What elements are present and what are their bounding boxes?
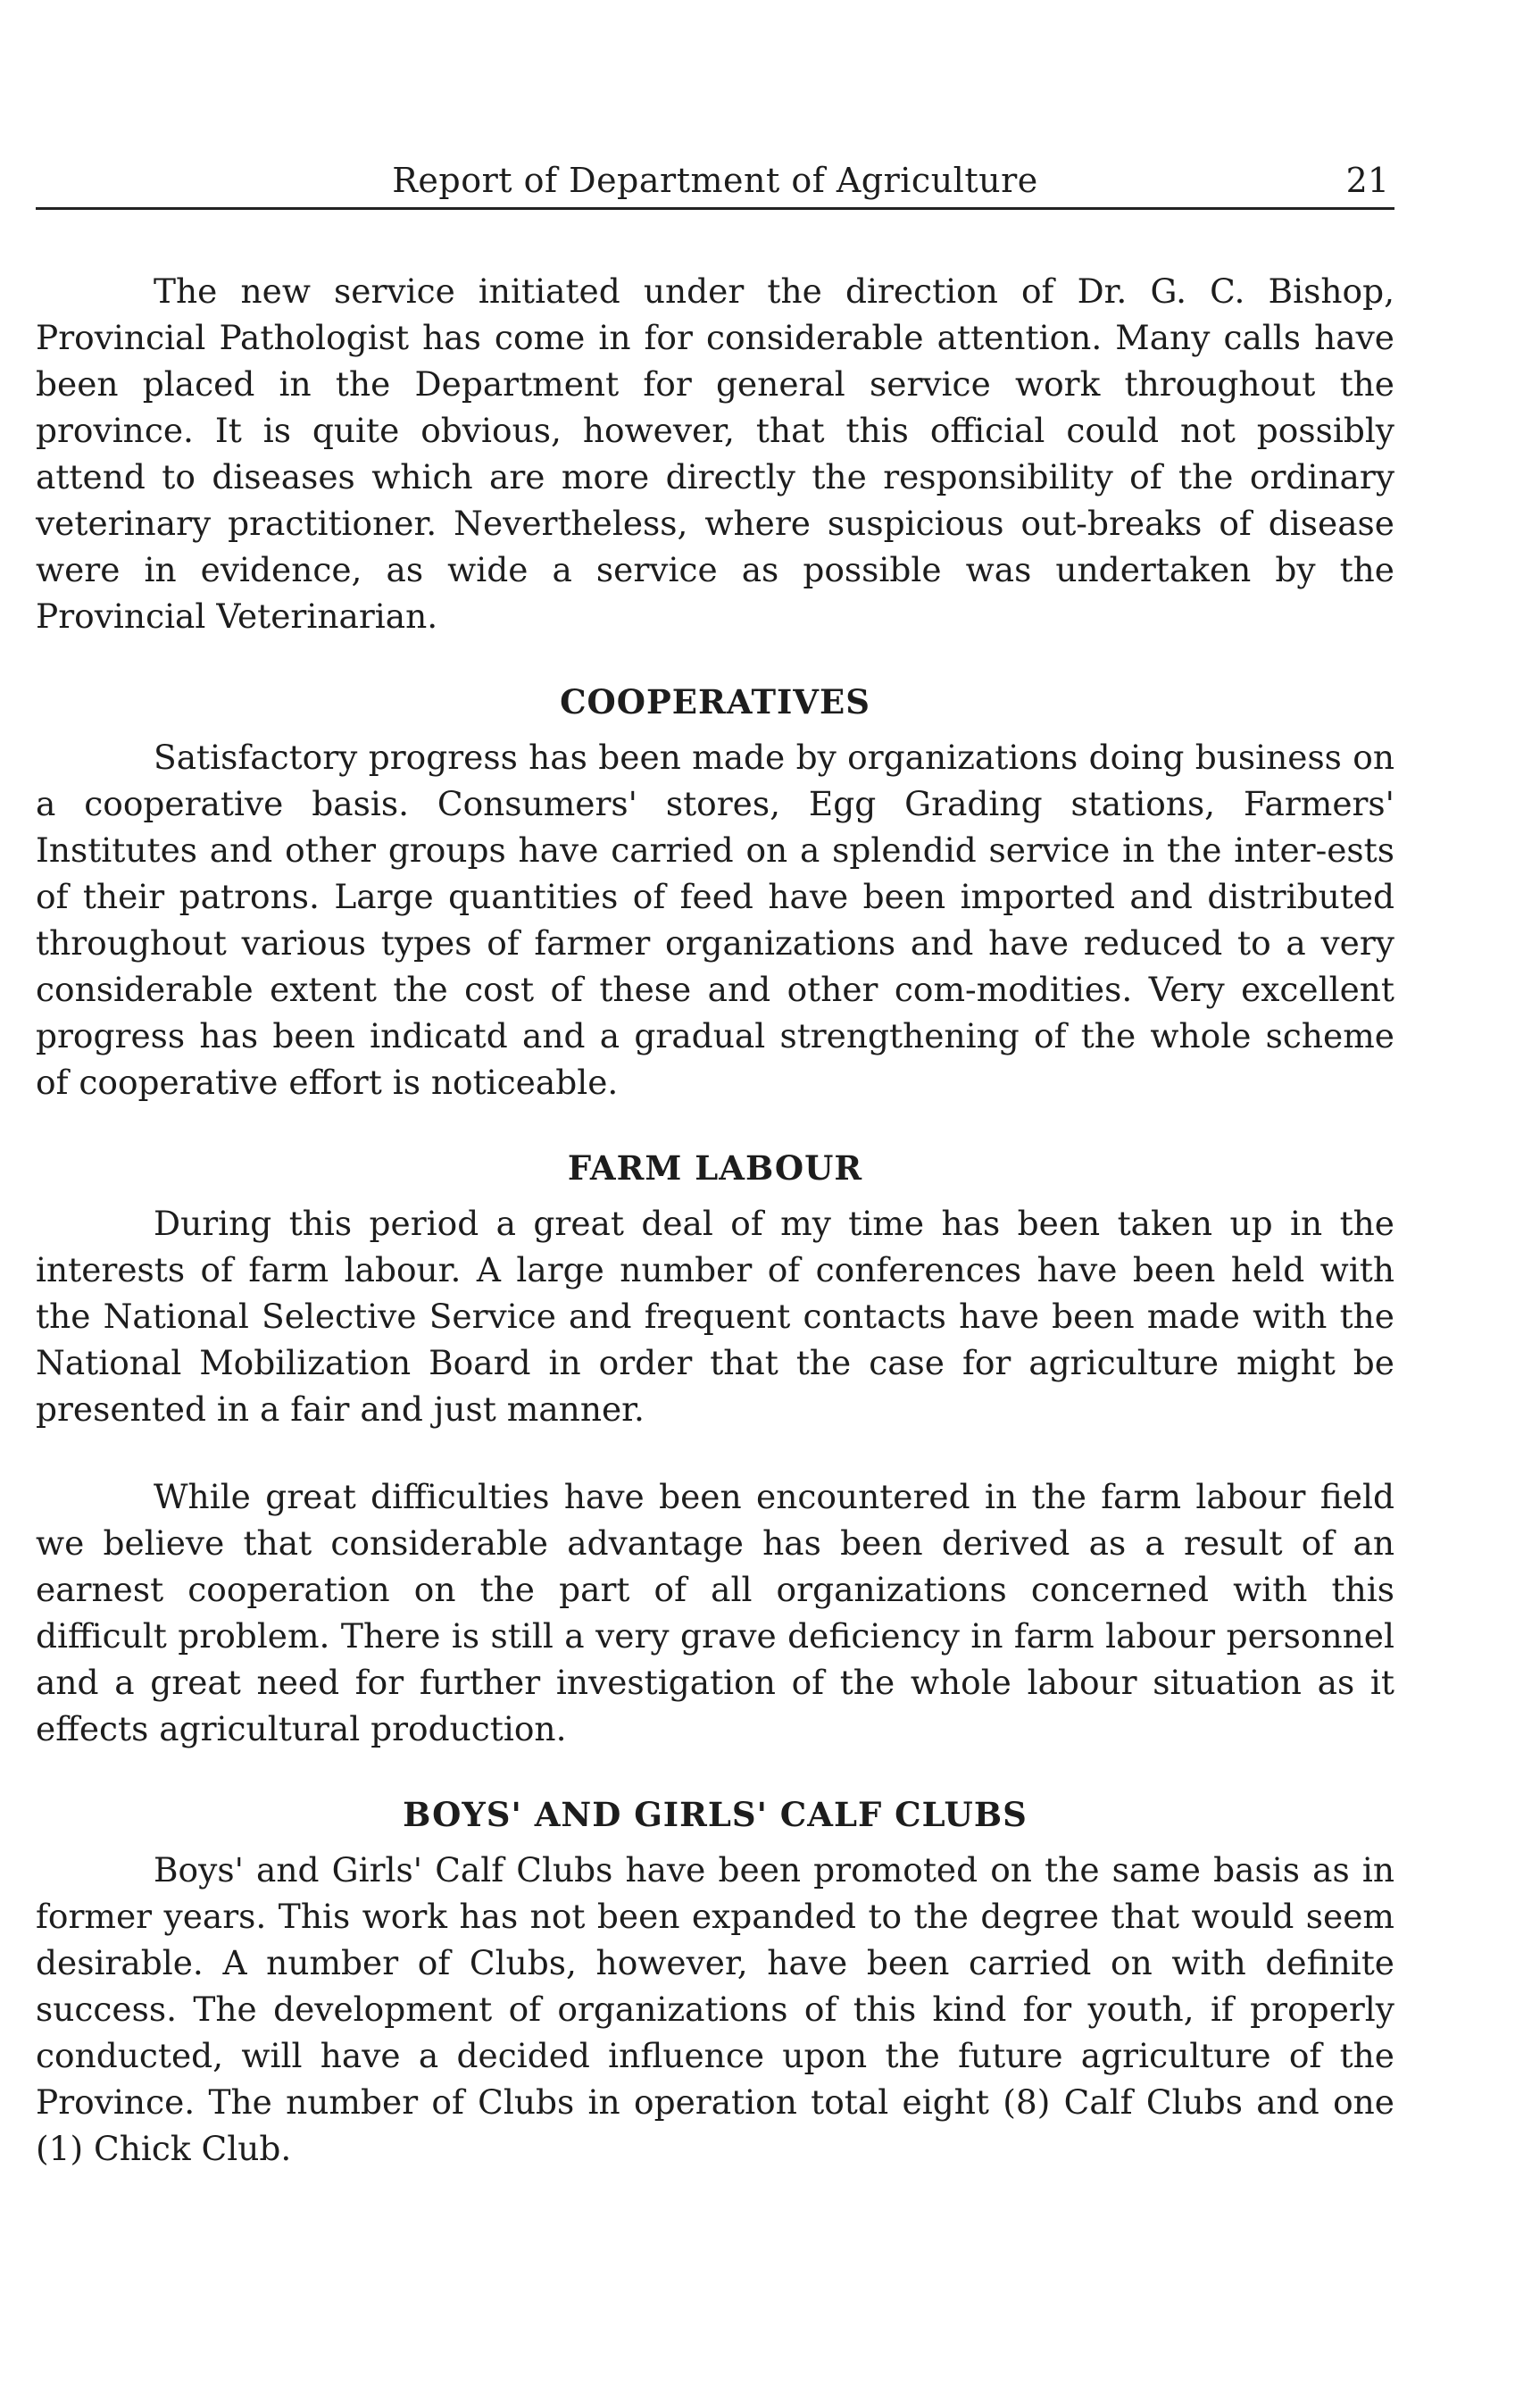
intro-paragraph: The new service initiated under the direction of Dr. G. C. Bishop, Provincial Pathologist has come in for considerable attention. Many calls have been placed in the Department for general service work throughout the province. It is quite obvious, however, that this official could not possibly attend to diseases which are more directly the responsibility of the ordinary veterinary practitioner. Nevertheless, where suspicious out-breaks of disease were in evidence, as wide a service as possible was undertaken by the Provincial Veterinarian.	[36, 271, 1394, 636]
page-body	[36, 268, 1394, 2172]
cooperatives-paragraph: Satisfactory progress has been made by organizations doing business on a cooperative basis. Consumers' stores, Egg Grading stations, Farmers' Institutes and other groups have carried on a splendid service in the inter-ests of their patrons. Large quantities of feed have been imported and distributed throughout various types of farmer organizations and have reduced to a very considerable extent the cost of these and other com-modities. Very excellent progress has been indicatd and a gradual strengthening of the whole scheme of cooperative effort is noticeable.	[36, 738, 1394, 1102]
section-heading-calf-clubs: BOYS' AND GIRLS' CALF CLUBS	[403, 1795, 1028, 1834]
running-header	[36, 161, 1394, 210]
cooperatives-section	[36, 680, 1394, 1105]
section-heading-cooperatives: COOPERATIVES	[560, 682, 870, 722]
running-title: Report of Department of Agriculture	[392, 161, 1038, 200]
farm-labour-paragraph-2: While great difficulties have been encountered in the farm labour field we believe that considerable advantage has been derived as a result of an earnest cooperation on the part of all organizations concerned with this difficult problem. There is still a very grave deficiency in farm labour personnel and a great need for further investigation of the whole labour situation as it effects agricultural production.	[36, 1477, 1394, 1748]
intro-section	[36, 268, 1394, 639]
calf-clubs-paragraph: Boys' and Girls' Calf Clubs have been promoted on the same basis as in former years. This work has not been expanded to the degree that would seem desirable. A number of Clubs, however, have been carried on with definite success. The development of organizations of this kind for youth, if properly conducted, will have a decided influence upon the future agriculture of the Province. The number of Clubs in operation total eight (8) Calf Clubs and one (1) Chick Club.	[36, 1850, 1394, 2168]
farm-labour-paragraph-1: During this period a great deal of my time has been taken up in the interests of farm labour. A large number of conferences have been held with the National Selective Service and frequent contacts have been made with the National Mobilization Board in order that the case for agriculture might be presented in a fair and just manner.	[36, 1204, 1394, 1429]
page-number: 21	[1345, 161, 1389, 200]
calf-clubs-section	[36, 1793, 1394, 2172]
section-heading-farm-labour: FARM LABOUR	[567, 1148, 863, 1188]
document-page	[36, 0, 1394, 2386]
farm-labour-section	[36, 1147, 1394, 1752]
